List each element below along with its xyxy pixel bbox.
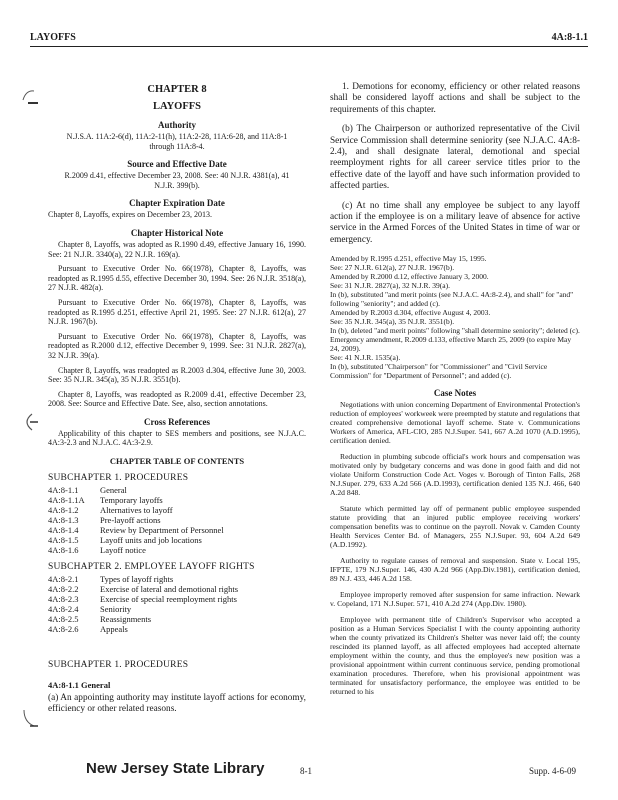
paragraph-b: (b) The Chairperson or authorized representative of the Civil Service Commission shall determine seniority (see N.J.A.C. 4A:8-2.4), and shall designate lateral, demotional and special reemployment rights for all career service titles prior to the effective date of the layoff and have such information provided to affected parties.: [330, 124, 580, 192]
source-text: R.2009 d.41, effective December 23, 2008. See: 40 N.J.R. 4381(a), 41 N.J.R. 399(b).: [64, 171, 290, 190]
toc-item[interactable]: 4A:8-2.6 Appeals: [48, 624, 128, 635]
history-notes: [48, 240, 306, 409]
toc-heading: CHAPTER TABLE OF CONTENTS: [109, 456, 245, 467]
toc-item[interactable]: 4A:8-1.1A Temporary layoffs: [48, 495, 163, 506]
cross-references-heading: Cross References: [144, 416, 210, 427]
toc-item[interactable]: 4A:8-2.3 Exercise of special reemployment rights: [48, 594, 237, 605]
header-section: 4A:8-1.1: [551, 32, 588, 43]
section-heading: 4A:8-1.1 General: [48, 680, 111, 691]
amendment-line: In (b), substituted "Chairperson" for "Commissioner" and "Civil Service Commission" for "Department of Personnel"; and added (c).: [330, 362, 548, 381]
amendment-line: See: 27 N.J.R. 612(a), 27 N.J.R. 1967(b).: [330, 263, 455, 273]
amendment-notes: [330, 254, 580, 380]
paragraph-c: (c) At no time shall any employee be subject to any layoff action if the employee is on a military leave of absence for active service in the Armed Forces of the United States in time of war or emergency.: [330, 200, 580, 245]
page-number: 8-1: [300, 766, 312, 776]
case-note: Negotiations with union concerning Department of Environmental Protection's reduction of employees' workweek were preempted by statute and regulations that created comprehensive demotional layoff scheme. State v. Communications Workers of America, AFL-CIO, 285 N.J.Super. 541, 667 A.2d 1070 (A.D.1995), certification denied.: [330, 400, 580, 446]
left-column: [48, 82, 306, 724]
paragraph-1: 1. Demotions for economy, efficiency or other related reasons shall be considered layoff actions and shall be subject to the requirements of this chapter.: [330, 82, 580, 115]
subchapter-heading: SUBCHAPTER 1. PROCEDURES: [48, 660, 189, 671]
amendment-line: See: 31 N.J.R. 2827(a), 32 N.J.R. 39(a).: [330, 281, 450, 291]
case-notes-heading: Case Notes: [433, 388, 477, 399]
case-note: Employee with permanent title of Children's Supervisor who accepted a position as a Human Services Specialist I with the county appointing authority when the county privatized its Children's Shelter was never laid off; the county rescinded its planned layoff, as all affected employees had accepted alternate employment within the county, and thus the employee's new position was a provisional appointment within current continuous service, pending promotional examination procedures. Therefore, when his provisional appointment was terminated for unsatisfactory performance, the employee was entitled to be returned to his: [330, 615, 580, 697]
case-note: Employee improperly removed after suspension for same infraction. Newark v. Copeland, 171 N.J.Super. 571, 410 A.2d 274 (App.Div. 1980).: [330, 590, 580, 609]
history-note: Pursuant to Executive Order No. 66(1978), Chapter 8, Layoffs, was readopted as R.1995 d.55, effective December 30, 1994. See: 26 N.J.R. 3518(a), 27 N.J.R. 482(a).: [48, 264, 306, 293]
toc-item[interactable]: 4A:8-1.2 Alternatives to layoff: [48, 505, 173, 516]
toc-item[interactable]: 4A:8-2.2 Exercise of lateral and demotional rights: [48, 584, 239, 595]
toc-item[interactable]: 4A:8-1.5 Layoff units and job locations: [48, 535, 202, 546]
toc-subchapter-2: SUBCHAPTER 2. EMPLOYEE LAYOFF RIGHTS: [48, 562, 255, 573]
chapter-number: CHAPTER 8: [147, 84, 207, 95]
right-column: [330, 82, 580, 703]
toc-item[interactable]: 4A:8-2.5 Reassignments: [48, 614, 151, 625]
binding-dash-icon: [20, 100, 42, 106]
amendment-line: In (b), substituted "and merit points (see N.J.A.C. 4A:8-2.4), and shall" for "and" following "seniority"; and added (c).: [330, 290, 574, 309]
toc-item[interactable]: 4A:8-1.6 Layoff notice: [48, 545, 146, 556]
toc-item[interactable]: 4A:8-1.3 Pre-layoff actions: [48, 515, 161, 526]
history-heading: Chapter Historical Note: [130, 227, 224, 238]
toc-item[interactable]: 4A:8-2.4 Seniority: [48, 604, 132, 615]
chapter-name: LAYOFFS: [152, 101, 202, 112]
supplement-date: Supp. 4-6-09: [529, 766, 576, 776]
history-note: Pursuant to Executive Order No. 66(1978), Chapter 8, Layoffs, was readopted as R.2000 d.12, effective December 9, 1999. See: 31 N.J.R. 2827(a), 32 N.J.R. 39(a).: [48, 331, 306, 360]
history-note: Chapter 8, Layoffs, was readopted as R.2009 d.41, effective December 23, 2008. See: Source and Effective Date. See, also, section annotations.: [48, 389, 306, 409]
page-footer: [0, 756, 618, 786]
case-note: Statute which permitted lay off of permanent public employee suspended statute providing that an injured public employee receiving workers' compensation benefits was to continue on the payroll. Novak v. Camden County Health Services Center Bd. of Managers, 255 N.J.Super. 93, 604 A.2d 649 (A.D.1992).: [330, 504, 580, 550]
toc-item[interactable]: 4A:8-2.1 Types of layoff rights: [48, 574, 174, 585]
expiration-text: Chapter 8, Layoffs, expires on December 23, 2013.: [48, 210, 213, 220]
history-note: Pursuant to Executive Order No. 66(1978), Chapter 8, Layoffs, was readopted as R.1995 d.251, effective April 21, 1995. See: 27 N.J.R. 612(a), 27 N.J.R. 1967(b).: [48, 297, 306, 327]
toc-list-2: [48, 574, 306, 634]
toc-subchapter-1: SUBCHAPTER 1. PROCEDURES: [48, 473, 189, 484]
case-note: Authority to regulate causes of removal and suspension. State v. Local 195, IFPTE, 179 N.J.Super. 146, 430 A.2d 966 (App.Div.1981), certification denied, 89 N.J. 433, 446 A.2d 158.: [330, 556, 580, 584]
library-stamp: New Jersey State Library: [86, 760, 265, 777]
amendment-line: In (b), deleted "and merit points" following "shall determine seniority"; deleted (c).: [330, 326, 580, 336]
amendment-line: Amended by R.2003 d.304, effective August 4, 2003.: [330, 308, 491, 318]
amendment-line: Emergency amendment, R.2009 d.133, effective March 25, 2009 (to expire May 24, 2009).: [330, 335, 572, 354]
amendment-line: Amended by R.2000 d.12, effective January 3, 2000.: [330, 272, 489, 282]
expiration-heading: Chapter Expiration Date: [129, 198, 225, 209]
binding-mark-lower-icon: [20, 708, 42, 730]
hole-punch-icon: [20, 412, 42, 432]
history-note: Chapter 8, Layoffs, was readopted as R.2003 d.304, effective June 30, 2003. See: 35 N.J.R. 345(a), 35 N.J.R. 3551(b).: [48, 365, 306, 385]
case-note: Reduction in plumbing subcode official's work hours and compensation was motivated only by budgetary concerns and was done in good faith and did not violate Uniform Construction Code Act. Voges v. Borough of Tinton Falls, 268 N.J.Super. 279, 633 A.2d 566 (A.D.1993), certification denied 135 N.J. 466, 640 A.2d 848.: [330, 452, 580, 498]
authority-text: N.J.S.A. 11A:2-6(d), 11A:2-11(h), 11A:2-28, 11A:6-28, and 11A:8-1 through 11A:8-4.: [66, 132, 288, 151]
section-paragraph-a: (a) An appointing authority may institute layoff actions for economy, efficiency or other related reasons.: [48, 693, 306, 715]
source-heading: Source and Effective Date: [127, 159, 227, 170]
authority-heading: Authority: [158, 120, 196, 130]
header-title: LAYOFFS: [30, 32, 76, 43]
cross-references-text: Applicability of this chapter to SES members and positions, see N.J.A.C. 4A:3-2.3 and N.J.A.C. 4A:3-2.9.: [48, 428, 306, 448]
amendment-line: See: 41 N.J.R. 1535(a).: [330, 353, 401, 363]
toc-item[interactable]: 4A:8-1.4 Review by Department of Personnel: [48, 525, 224, 536]
toc-list-1: [48, 485, 306, 555]
amendment-line: Amended by R.1995 d.251, effective May 15, 1995.: [330, 254, 487, 264]
amendment-line: See: 35 N.J.R. 345(a), 35 N.J.R. 3551(b).: [330, 317, 455, 327]
history-note: Chapter 8, Layoffs, was adopted as R.1990 d.49, effective January 16, 1990. See: 21 N.J.R. 3340(a), 22 N.J.R. 169(a).: [48, 239, 306, 259]
toc-item[interactable]: 4A:8-1.1 General: [48, 485, 127, 496]
running-header: [30, 30, 588, 47]
